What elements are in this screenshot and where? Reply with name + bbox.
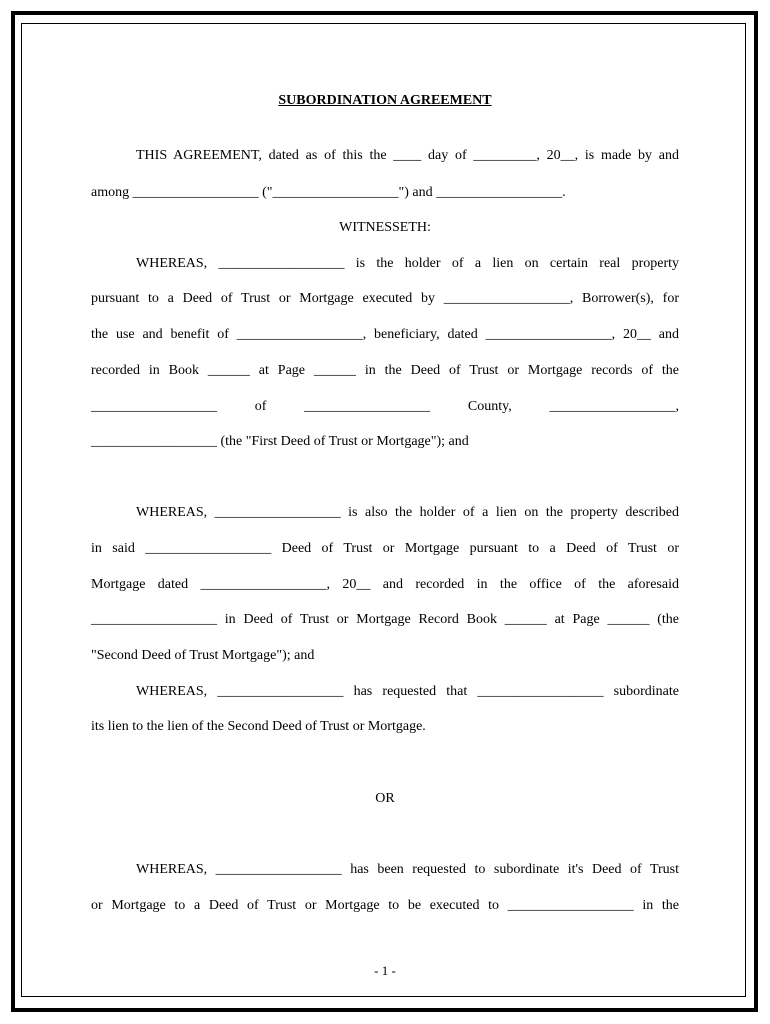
text-line-6: the use and benefit of __________________, beneficiary, dated __________________, 20__ and <box>91 327 679 342</box>
text-line-1: THIS AGREEMENT, dated as of this the ____ day of _________, 20__, is made by and <box>136 148 679 163</box>
text-line-10: WHEREAS, __________________ is also the holder of a lien on the property described <box>136 505 679 520</box>
or-heading: OR <box>375 791 395 806</box>
page-number: - 1 - <box>374 963 396 978</box>
text-line-9: __________________ (the "First Deed of Trust or Mortgage"); and <box>91 434 469 449</box>
witnesseth-heading: WITNESSETH: <box>339 220 431 235</box>
text-line-7: recorded in Book ______ at Page ______ in the Deed of Trust or Mortgage records of the <box>91 363 679 378</box>
text-line-14: "Second Deed of Trust Mortgage"); and <box>91 648 315 663</box>
text-line-15: WHEREAS, __________________ has requested that __________________ subordinate <box>136 684 679 699</box>
text-line-18: WHEREAS, __________________ has been requested to subordinate it's Deed of Trust <box>136 862 679 877</box>
text-line-5: pursuant to a Deed of Trust or Mortgage executed by __________________, Borrower(s), for <box>91 291 679 306</box>
text-line-13: __________________ in Deed of Trust or Mortgage Record Book ______ at Page ______ (the <box>91 612 679 627</box>
text-line-19: or Mortgage to a Deed of Trust or Mortgage to be executed to __________________ in the <box>91 898 679 913</box>
text-line-2: among __________________ ("__________________") and __________________. <box>91 185 566 200</box>
document-title: SUBORDINATION AGREEMENT <box>278 93 492 108</box>
text-line-11: in said __________________ Deed of Trust or Mortgage pursuant to a Deed of Trust or <box>91 541 679 556</box>
text-line-16: its lien to the lien of the Second Deed of Trust or Mortgage. <box>91 719 426 734</box>
text-line-4: WHEREAS, __________________ is the holder of a lien on certain real property <box>136 256 679 271</box>
text-line-8: __________________ of __________________ County, __________________, <box>91 399 679 414</box>
text-line-12: Mortgage dated __________________, 20__ and recorded in the office of the aforesaid <box>91 577 679 592</box>
